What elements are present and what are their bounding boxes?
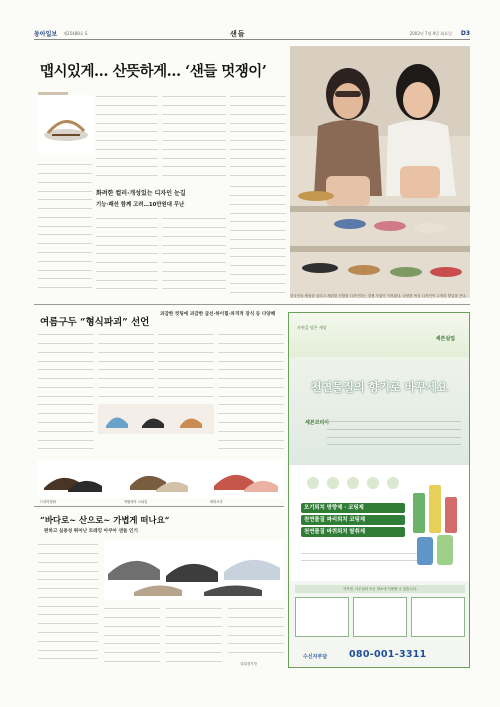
section-divider: [34, 304, 470, 305]
ad-brand: 세븐실업: [435, 336, 455, 342]
shoe-caption-2: 이탈리아 스타일: [124, 500, 148, 504]
shoe-caption-1: 드라이빙화: [40, 500, 56, 504]
main-subheadline-1: 화려한 컬러·개성있는 디자인 눈길: [96, 190, 186, 197]
article-2-col-1: [38, 330, 94, 458]
ad-product-2: 천연물질 파리퇴치 코팅제: [301, 515, 405, 525]
ad-product-list: [301, 503, 405, 539]
ad-info-box-1: [295, 597, 349, 637]
ad-hotline-number: 080-001-3311: [349, 649, 427, 660]
ad-tagline: 자연을 담은 세상: [297, 325, 327, 330]
ad-product-1: 모기퇴치 방향제 · 코팅제: [301, 503, 405, 513]
issue-date: 2002년 7월 9일 화요일: [409, 30, 452, 36]
newspaper-logo: 동아일보: [34, 31, 58, 38]
ad-company-logo: 세븐코리아: [305, 420, 330, 426]
shoe-photo-row: [38, 460, 284, 498]
small-sandal-illustration: [38, 95, 94, 155]
main-article-col-4b: [230, 182, 286, 300]
article-3-subheadline: 편하고 실용성 뛰어난 트레킹 아쿠아 샌들 인기: [44, 529, 138, 534]
ad-body-text: [327, 417, 461, 448]
article-3-col-2: [104, 604, 160, 670]
main-article-col-4: [230, 92, 286, 178]
article-2-col-4: [218, 330, 284, 458]
ad-info-box-2: [353, 597, 407, 637]
article-2-col-3: [158, 330, 214, 410]
main-headline: 맵시있게… 산뜻하게… ‘샌들 멋쟁이’: [40, 63, 267, 80]
page-header: [34, 28, 470, 40]
shoe-caption-3: 비비르가: [210, 500, 223, 504]
main-subheadline-2: 기능·패션 함께 고려…10만원대 무난: [96, 202, 185, 208]
main-article-col-3: [162, 92, 226, 178]
main-article-col-2: [96, 92, 158, 178]
ad-info-box-3: [411, 597, 465, 637]
main-photo-caption: [290, 294, 470, 299]
article-2-headline: 여름구두 “형식파괴” 선언: [40, 317, 150, 328]
ad-headline: 천연물질의 향기로 바꾸세요: [310, 380, 448, 394]
main-article-col-3b: [162, 214, 226, 300]
sandal-photo-strip: [98, 404, 214, 434]
article-3-byline: 김희경기자: [240, 662, 257, 666]
page-number: D3: [460, 30, 470, 37]
caption-text: 한국인의 체형을 살리고 세련된 신발을 디자인하는 경쟁 사업이 가져왔다. 다양한 색상 디자인이 고객의 발길을 끈다.: [290, 294, 467, 298]
ad-hotline-label: 수신자부담: [303, 654, 328, 660]
article-3-col-4: [228, 604, 284, 662]
ad-product-3: 천연물질 바퀴퇴치 탈취제: [301, 527, 405, 537]
main-article-col-1b: [38, 160, 92, 300]
main-photo: [290, 46, 470, 298]
main-article-col-2b: [96, 214, 158, 300]
issue-number: 제25488호 S: [63, 30, 88, 36]
section-title: 샌들: [230, 29, 246, 38]
ad-note: [301, 549, 417, 562]
article-3-col-1: [38, 540, 98, 670]
article-3-headline: “바다로~ 산으로~ 가볍게 떠나요”: [40, 515, 170, 525]
aqua-sandal-photos: [104, 540, 284, 600]
section-divider-2: [34, 506, 284, 507]
ad-hero: [289, 357, 469, 465]
ad-bar: 각가정, 사무실의 모든 장소에 사용할 수 있습니다.: [295, 585, 465, 593]
article-2-subheadline: 과감한 컷팅에 과감한 굽선·하이힐·파격적 장식 등 다양해: [160, 312, 276, 317]
article-3-col-3: [166, 604, 222, 670]
article-2-col-2: [98, 330, 154, 410]
advertisement: [288, 312, 470, 668]
